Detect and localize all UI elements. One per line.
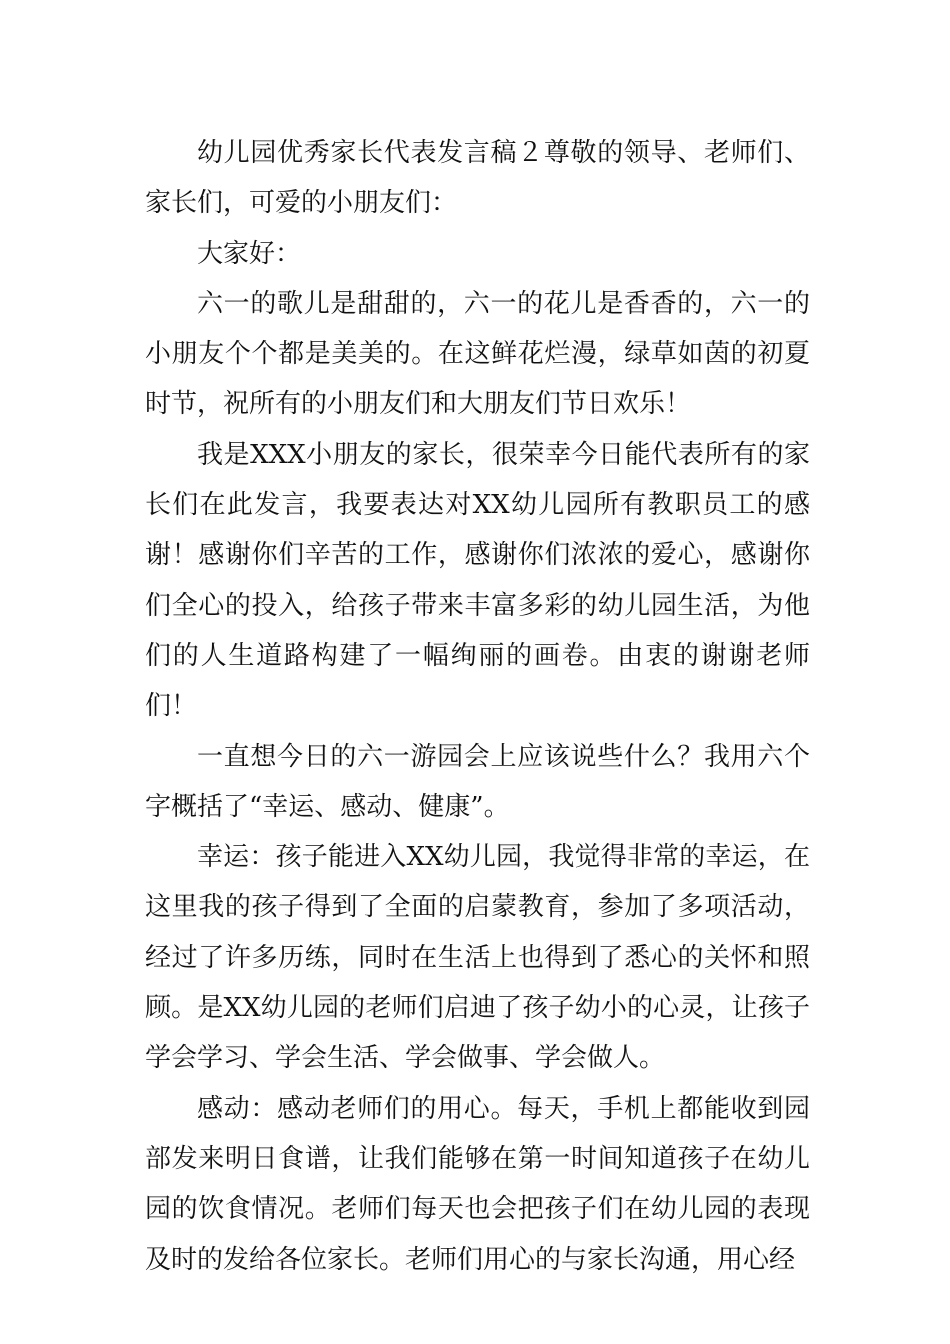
paragraph-thanks: 我是XXX小朋友的家长，很荣幸今日能代表所有的家长们在此发言，我要表达对XX幼儿园所有教职员工的感谢！感谢你们辛苦的工作，感谢你们浓浓的爱心，感谢你们全心的投入，给孩子带来丰富多彩的幼儿园生活，为他们的人生道路构建了一幅绚丽的画卷。由衷的谢谢老师们！ (145, 439, 810, 722)
paragraph-title-greeting: 幼儿园优秀家长代表发言稿２尊敬的领导、老师们、家长们，可爱的小朋友们： (145, 138, 810, 219)
paragraph-lucky: 幸运：孩子能进入XX幼儿园，我觉得非常的幸运，在这里我的孩子得到了全面的启蒙教育，参加了多项活动，经过了许多历练，同时在生活上也得到了悉心的关怀和照顾。是XX幼儿园的老师们启迪了孩子幼小的心灵，让孩子学会学习、学会生活、学会做事、学会做人。 (145, 842, 810, 1074)
paragraph-six-words: 一直想今日的六一游园会上应该说些什么？我用六个字概括了“幸运、感动、健康”。 (145, 741, 810, 822)
document-body (145, 128, 810, 1285)
paragraph-children-day: 六一的歌儿是甜甜的，六一的花儿是香香的，六一的小朋友个个都是美美的。在这鲜花烂漫，绿草如茵的初夏时节，祝所有的小朋友们和大朋友们节日欢乐！ (145, 288, 810, 420)
paragraph-hello: 大家好： (197, 238, 302, 269)
paragraph-moved: 感动：感动老师们的用心。每天，手机上都能收到园部发来明日食谱，让我们能够在第一时间知道孩子在幼儿园的饮食情况。老师们每天也会把孩子们在幼儿园的表现及时的发给各位家长。老师们用心的与家长沟通，用心经 (145, 1093, 810, 1275)
